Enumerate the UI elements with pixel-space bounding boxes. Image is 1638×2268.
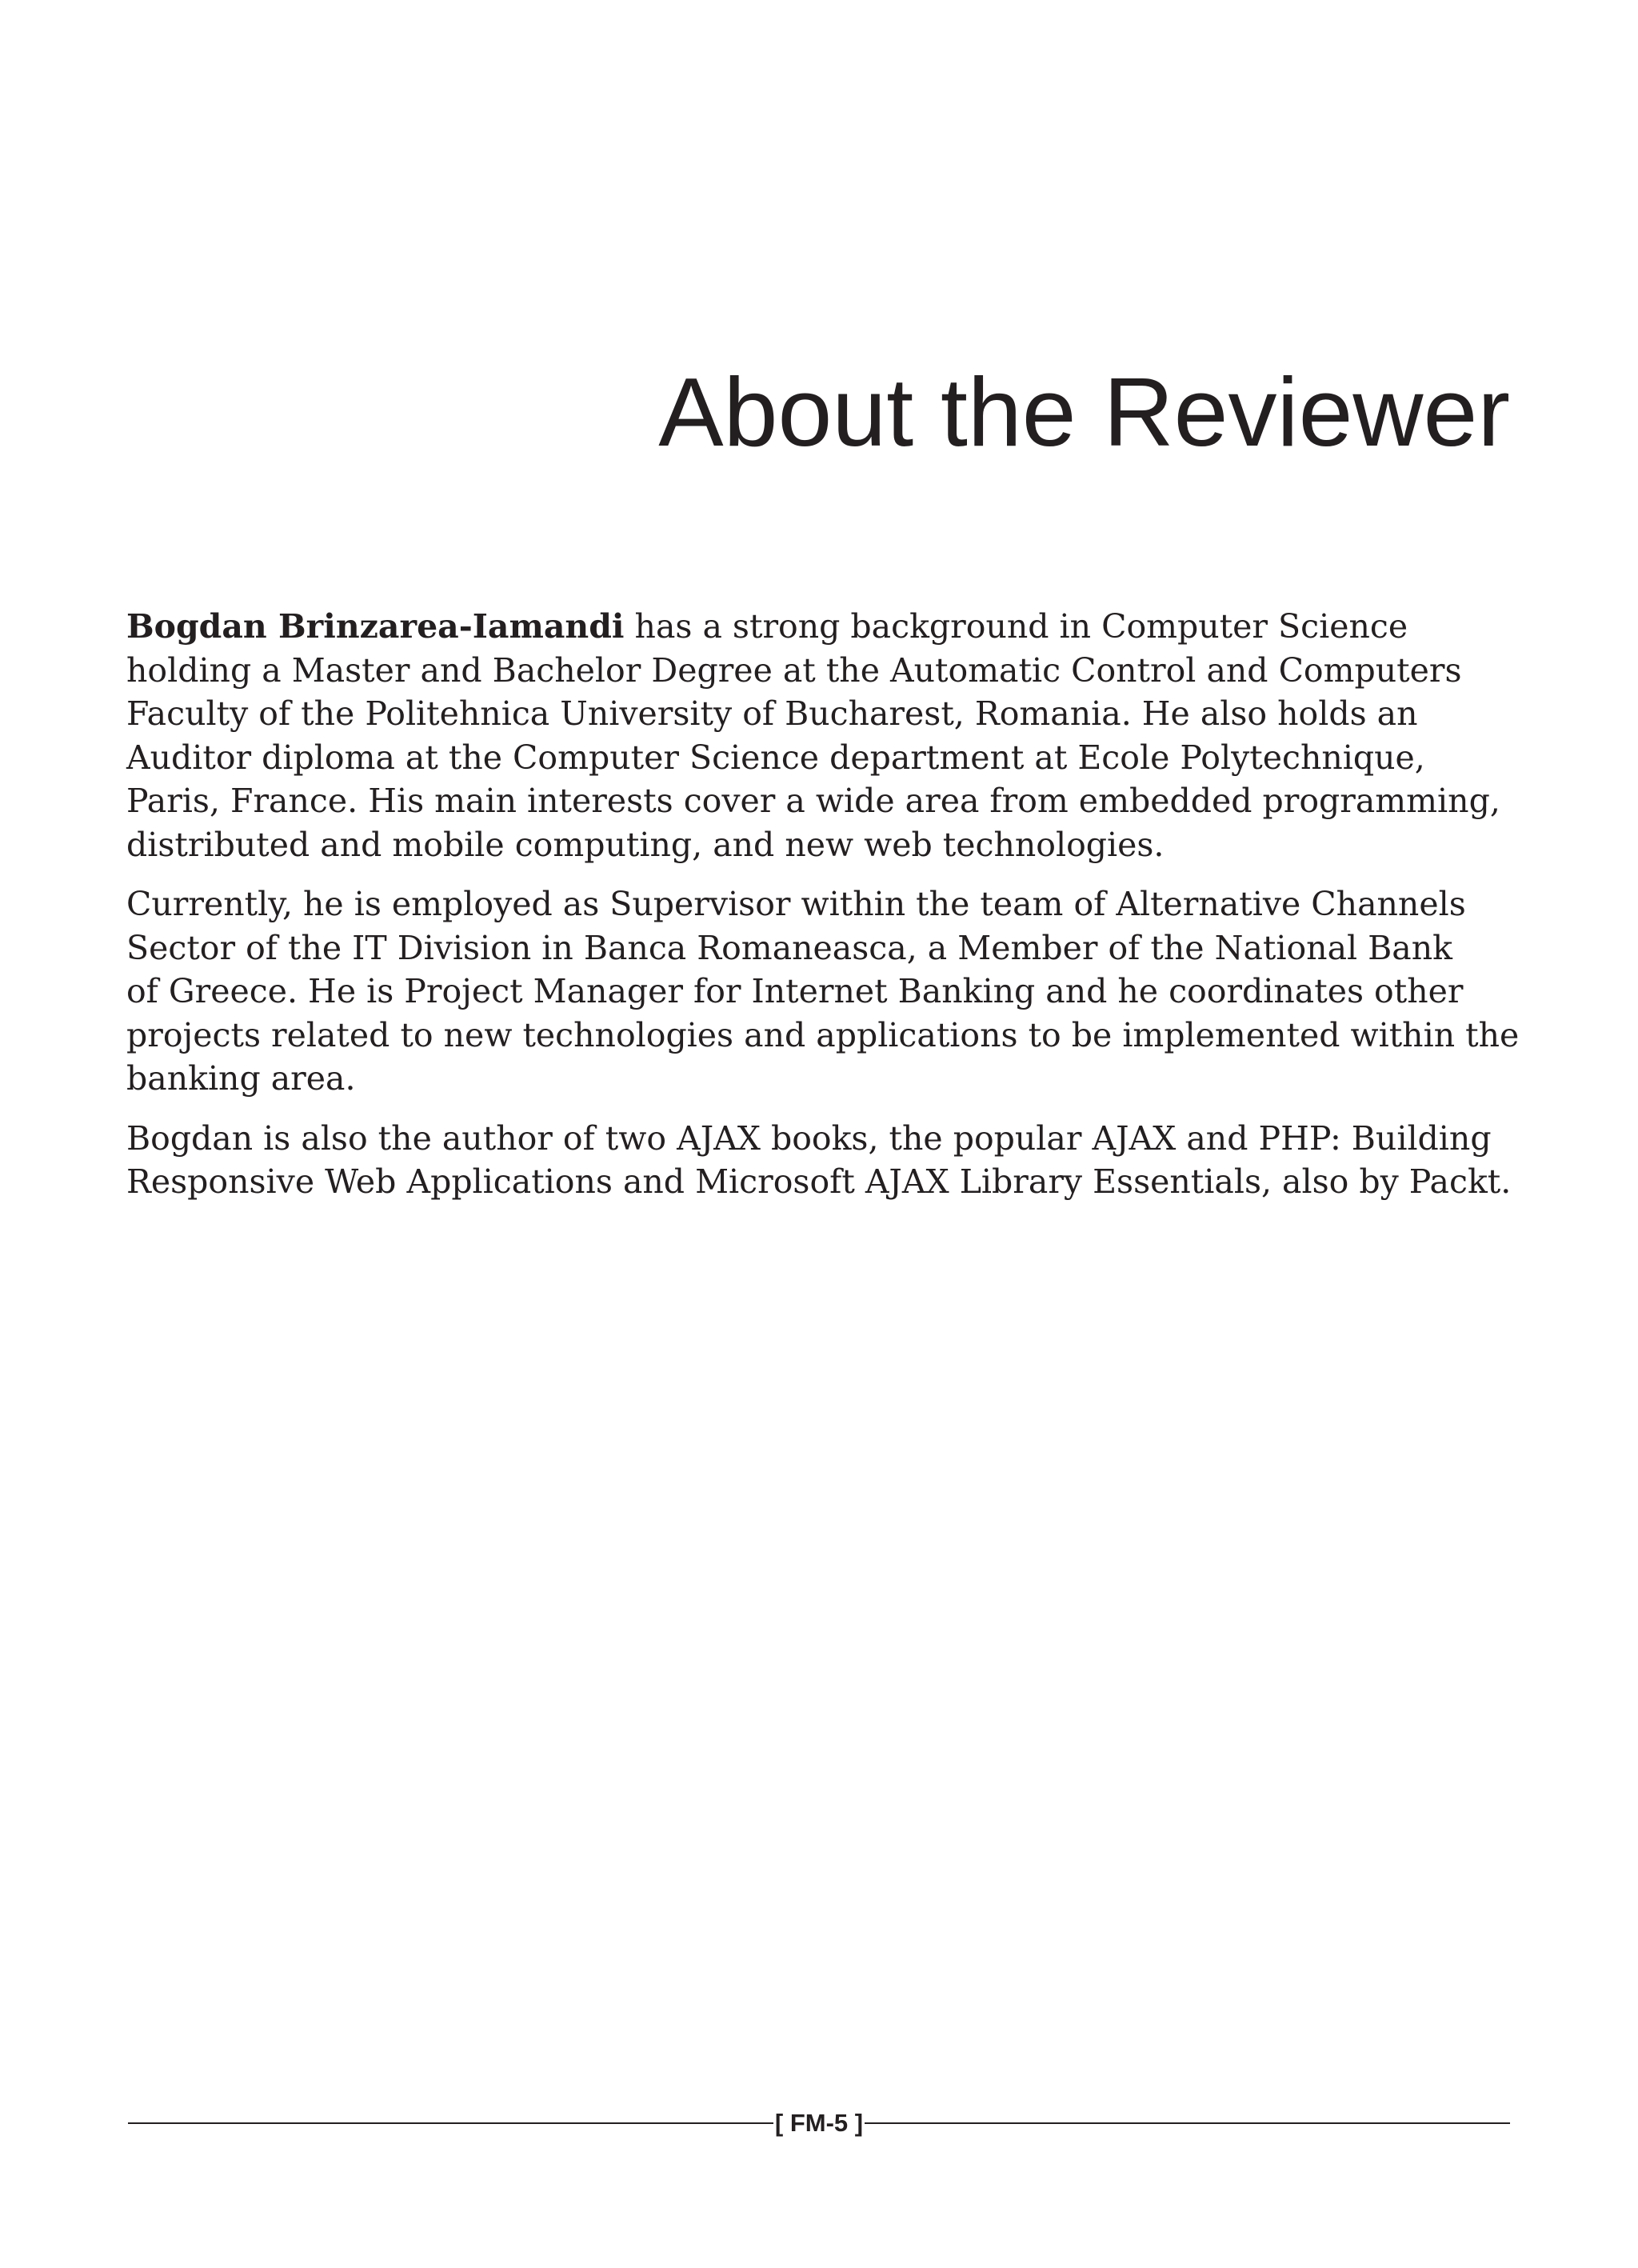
- reviewer-bio: [126, 605, 1518, 1220]
- reviewer-name: Bogdan Brinzarea-Iamandi: [126, 607, 625, 646]
- bio-paragraph-2-line-2: Sector of the IT Division in Banca Romaneasca, a Member of the National Bank: [126, 928, 1452, 967]
- bio-paragraph-1-line-2: holding a Master and Bachelor Degree at the Automatic Control and Computers: [126, 650, 1462, 690]
- bio-paragraph-3-line-1: Bogdan is also the author of two AJAX books, the popular AJAX and PHP: Building: [126, 1118, 1492, 1158]
- bio-paragraph-2: [126, 882, 1518, 1101]
- bio-paragraph-3: [126, 1117, 1518, 1204]
- bio-paragraph-2-line-3: of Greece. He is Project Manager for Internet Banking and he coordinates other: [126, 972, 1464, 1010]
- page-footer: [128, 2107, 1510, 2139]
- bio-paragraph-1: [126, 605, 1518, 866]
- bio-paragraph-1-line-5: Paris, France. His main interests cover a wide area from embedded programming,: [126, 782, 1500, 820]
- page-title: About the Reviewer: [658, 358, 1510, 466]
- footer-rule-right: [865, 2122, 1510, 2124]
- bio-paragraph-1-line-1-text: has a strong background in Computer Science: [624, 607, 1408, 646]
- bio-paragraph-2-line-4: projects related to new technologies and applications to be implemented within the: [126, 1015, 1520, 1054]
- footer-rule-left: [128, 2122, 773, 2124]
- bio-paragraph-1-line-1: [126, 605, 1518, 649]
- bio-paragraph-1-line-3: Faculty of the Politehnica University of Bucharest, Romania. He also holds an: [126, 694, 1418, 733]
- bio-paragraph-2-line-1: Currently, he is employed as Supervisor within the team of Alternative Channels: [126, 885, 1466, 923]
- page-number: [ FM-5 ]: [774, 2109, 864, 2137]
- bio-paragraph-3-line-2: Responsive Web Applications and Microsoft AJAX Library Essentials, also by Packt.: [126, 1162, 1512, 1201]
- bio-paragraph-1-line-6: distributed and mobile computing, and new web technologies.: [126, 825, 1165, 864]
- bio-paragraph-1-line-4: Auditor diploma at the Computer Science department at Ecole Polytechnique,: [126, 738, 1425, 777]
- bio-paragraph-2-line-5: banking area.: [126, 1059, 356, 1098]
